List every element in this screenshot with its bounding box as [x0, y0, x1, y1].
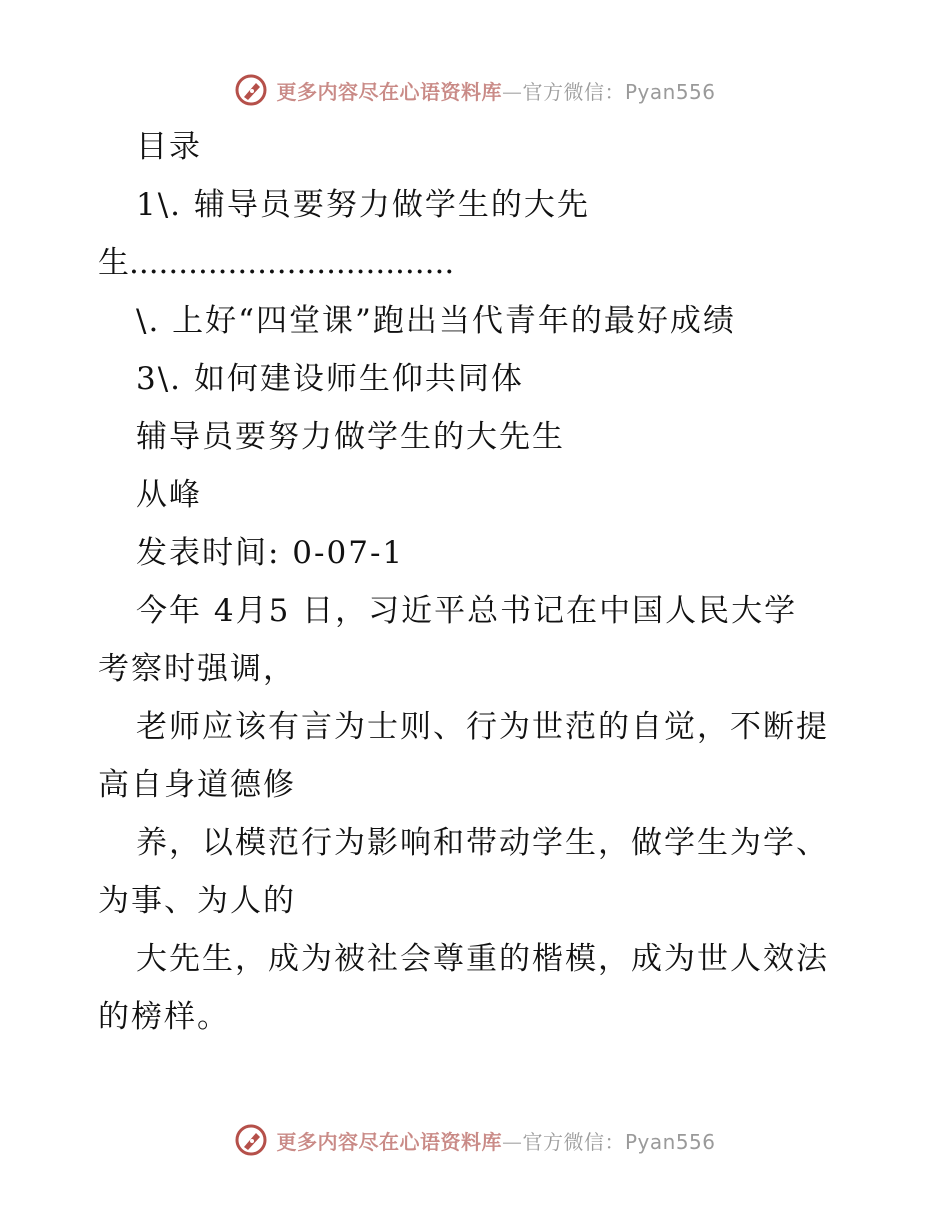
- toc-item-1: 1\. 辅导员要努力做学生的大先: [136, 187, 590, 223]
- watermark-text: [276, 76, 715, 105]
- paragraph-line: 养，以模范行为影响和带动学生，做学生为学、: [136, 825, 829, 861]
- document-body: [98, 118, 858, 1046]
- watermark-wechat-id: Pyan556: [624, 79, 716, 104]
- toc-item-3: 3\. 如何建设师生仰共同体: [136, 361, 524, 397]
- footer-watermark: [0, 1120, 950, 1160]
- article-date: 发表时间: 0-07-1: [136, 535, 405, 571]
- watermark-separator: —: [501, 1129, 523, 1154]
- header-watermark: [0, 70, 950, 110]
- paragraph-line: 考察时强调，: [98, 651, 296, 687]
- paragraph-line: 为事、为人的: [98, 883, 296, 919]
- toc-item-2: \. 上好“四堂课”跑出当代青年的最好成绩: [136, 303, 736, 339]
- paragraph-line: 大先生，成为被社会尊重的楷模，成为世人效法: [136, 941, 829, 977]
- watermark-wechat-label: 官方微信：: [522, 79, 625, 104]
- pen-nib-seal-icon: [234, 1123, 268, 1157]
- article-author: 从峰: [136, 477, 202, 513]
- watermark-separator: —: [501, 79, 523, 104]
- article-title: 辅导员要努力做学生的大先生: [136, 419, 565, 455]
- paragraph-line: 老师应该有言为士则、行为世范的自觉，不断提: [136, 709, 829, 745]
- paragraph-line: 的榜样。: [98, 999, 230, 1035]
- paragraph-line: 今年 4月5 日，习近平总书记在中国人民大学: [136, 593, 798, 629]
- toc-item-1-continuation: 生.................................: [98, 245, 455, 281]
- toc-heading: 目录: [136, 129, 202, 165]
- watermark-wechat-label: 官方微信：: [522, 1129, 625, 1154]
- paragraph-line: 高自身道德修: [98, 767, 296, 803]
- watermark-brand: 更多内容尽在心语资料库: [276, 1129, 502, 1154]
- watermark-brand: 更多内容尽在心语资料库: [276, 79, 502, 104]
- watermark-wechat-id: Pyan556: [624, 1129, 716, 1154]
- pen-nib-seal-icon: [234, 73, 268, 107]
- watermark-text: [276, 1126, 715, 1155]
